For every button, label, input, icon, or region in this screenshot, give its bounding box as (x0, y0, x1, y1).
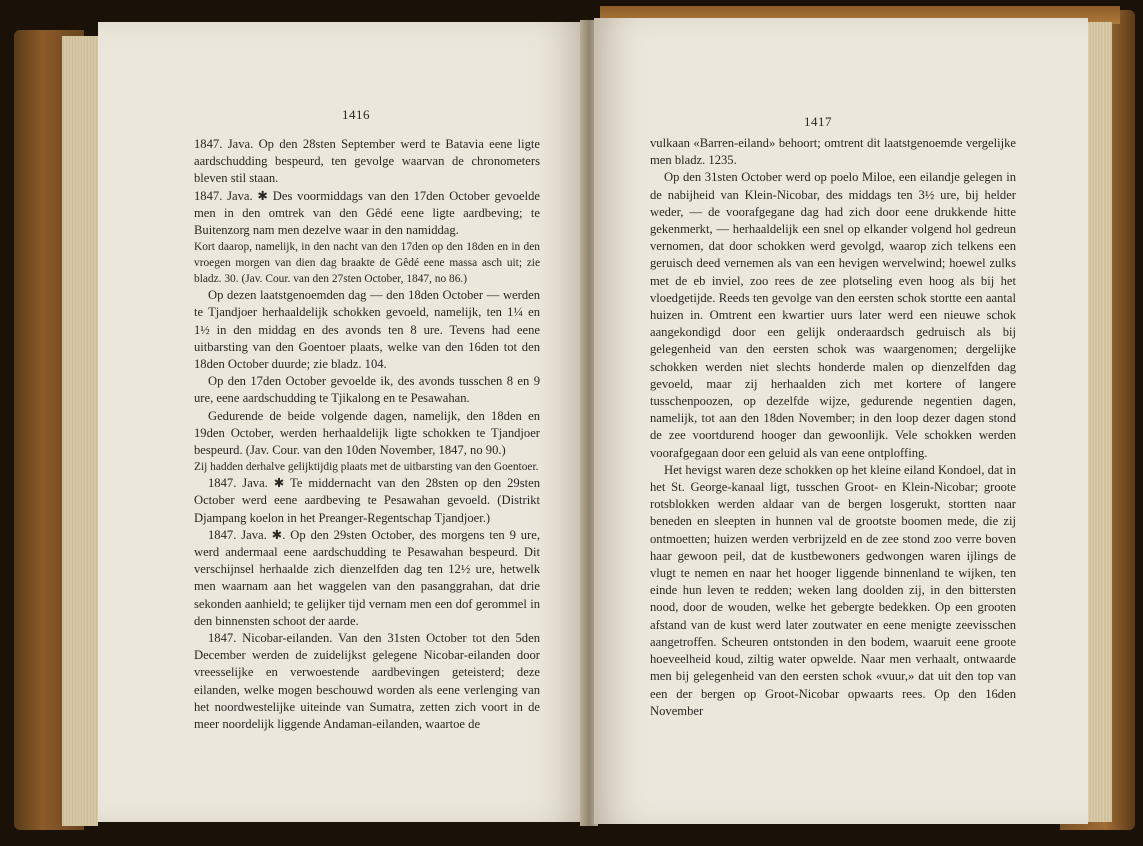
right-page (594, 18, 1088, 824)
paragraph: Gedurende de beide volgende dagen, namelijk, den 18den en 19den October, werden herhaaldelijk ligte schokken te Tjandjoer bespeurd. (Jav. Cour. van den 10den November, 1847, no 90.) (194, 408, 540, 458)
paragraph: 1847. Java. ✱ Des voormiddags van den 17den October gevoelde men in den omtrek van den Gêdé eene ligte aardbeving; te Buitenzorg nam men dezelve waar in den namiddag. (194, 188, 540, 238)
paragraph: Op den 17den October gevoelde ik, des avonds tusschen 8 en 9 ure, eene aardschudding te Tjikalong en te Pesawahan. (194, 374, 540, 406)
paragraph: Op den 31sten October werd op poelo Miloe, een eilandje gelegen in de nabijheid van Klein-Nicobar, des middags ten 3½ ure, bij helder weder, — de voorafgegane dag had zich door eene drukkende hitte gekenmerkt, — herhaaldelijk een snel op elkander volgend hol gedreun vernomen, dat door schokken werd gevolgd, waarop zich telkens een geruisch deed vernemen als van een hevigen wervelwind; hoewel zulks met de eb inviel, zoo rees de zee plotseling even hoog als bij het vloedgetijde. Reeds ten gevolge van den eersten schok stortte een aantal huizen in. Omtrent een kwartier uurs later werd een nieuwe schok aangekondigd door een gelijk onderaardsch gedruisch als bij gelegenheid van den eersten schok was waargenomen; dergelijke schokken werden niet slechts honderde malen op dienzelfden dag gevoeld, maar zij herhaalden zich met kortere of langere tusschenpoozen, op dezelfde wijze, gedurende negentien dagen, namelijk, tot aan den 18den November; in den loop dezer dagen stond de zee voortdurend hooger dan gewoonlijk. Vele schokken werden voorafgegaan door een geluid als van eene ontploffing. (650, 170, 1016, 460)
paragraph: 1847. Java. ✱. Op den 29sten October, des morgens ten 9 ure, werd andermaal eene aardschudding te Pesawahan bespeurd. Dit verschijnsel herhaalde zich dienzelfden dag ten 12½ ure, hetwelk men waarnam aan het waggelen van den pasanggrahan, dat drie sekonden aanhield; te gelijker tijd vernam men een dof gerommel in den binnensten schoot der aarde. (194, 527, 540, 628)
left-page (98, 22, 584, 822)
paragraph: 1847. Java. ✱ Te middernacht van den 28sten op den 29sten October werd eene aardbeving te Pesawahan gevoeld. (Distrikt Djampang koelon in het Preanger-Regentschap Tjandjoer.) (194, 476, 540, 525)
page-body (194, 136, 540, 733)
paragraph: vulkaan «Barren-eiland» behoort; omtrent dit laatstgenoemde vergelijke men bladz. 1235. (650, 136, 1016, 168)
page-number: 1416 (342, 107, 370, 122)
page-edges-left (62, 36, 98, 826)
paragraph: Zij hadden derhalve gelijktijdig plaats met de uitbarsting van den Goentoer. (194, 461, 539, 474)
paragraph: 1847. Nicobar-eilanden. Van den 31sten October tot den 5den December werden de zuidelijkst gelegene Nicobar-eilanden door vreesselijke en verwoestende aardbevingen geteisterd; deze eilanden, welke mogen beschouwd worden als eene verlenging van het noordwestelijke uiteinde van Sumatra, zetten zich voort in de meer noordelijk liggende Andaman-eilanden, waartoe de (194, 631, 540, 732)
paragraph: Op dezen laatstgenoemden dag — den 18den October — werden te Tjandjoer herhaaldelijk schokken gevoeld, namelijk, ten 1¼ en 1½ in den middag en des avonds ten 8 ure. Tevens had eene uitbarsting van den Goentoer plaats, welke van den 16den tot den 18den October duurde; zie bladz. 104. (194, 288, 540, 372)
page-edges-right (1088, 22, 1112, 822)
page-number: 1417 (804, 114, 832, 129)
paragraph: Kort daarop, namelijk, in den nacht van den 17den op den 18den en in den vroegen morgen van dien dag braakte de Gêdé eene massa asch uit; zie bladz. 30. (Jav. Cour. van den 27sten October, 1847, no 86.) (194, 241, 540, 286)
paragraph: Het hevigst waren deze schokken op het kleine eiland Kondoel, dat in het St. George-kanaal ligt, tusschen Groot- en Klein-Nicobar; groote rotsblokken werden aldaar van de bergen losgerukt, stortten naar beneden en sleepten in hunnen val de grootste boomen mede, die zij ontmoetten; huizen werden verbrijzeld en de zee stond zoo verre boven haar gewoon peil, dat de kustbewoners gedwongen waren ijlings de vlugt te nemen en naar het hooger liggende binnenland te wijken, ten einde hun leven te redden; weken lang doolden zij, in den bittersten nood, door de wouden, welke het gebergte bedekken. Op een grooten afstand van de kust werd later zoutwater en eene menigte zeevisschen aangetroffen. Scheuren ontstonden in den bodem, waaruit eene groote hoeveelheid koud, ziltig water opwelde. Naar men verhaalt, ontwaarde men bij gelegenheid van den eersten schok «vuur,» dat uit den top van een der bergen op Groot-Nicobar opwaarts rees. Op den 16den November (650, 462, 1016, 718)
paragraph: 1847. Java. Op den 28sten September werd te Batavia eene ligte aardschudding bespeurd, ten gevolge waarvan de chronometers bleven stil staan. (194, 137, 540, 186)
page-body (650, 135, 1016, 720)
